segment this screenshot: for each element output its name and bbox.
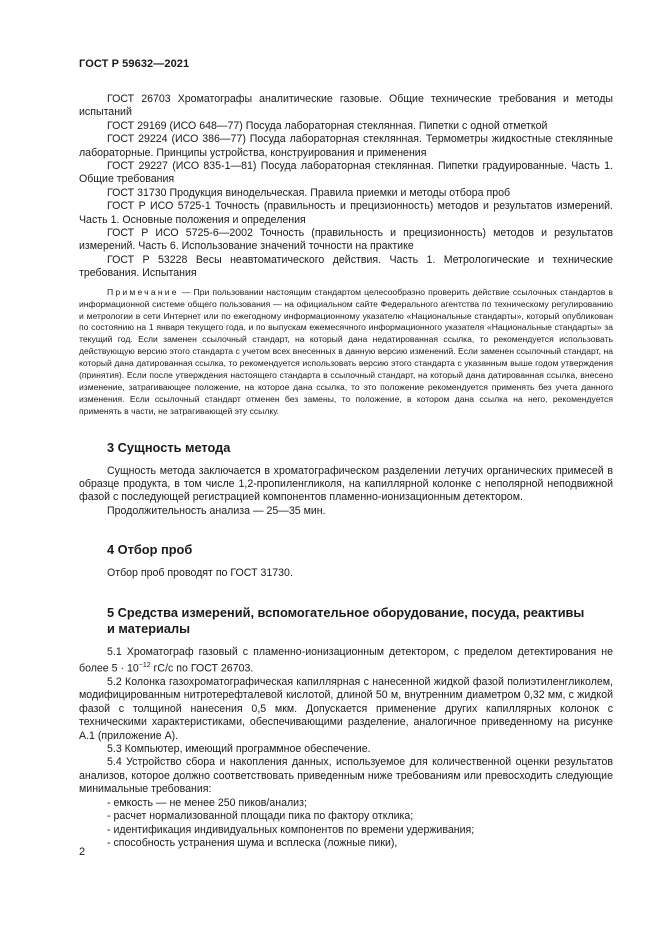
document-header: ГОСТ Р 59632—2021 xyxy=(79,58,190,70)
references-list xyxy=(79,93,613,281)
clause-5-4: 5.4 Устройство сбора и накопления данных, используемое для количественной оценки результатов анализов, которое должно соответствовать приведенным ниже требованиям или превосходить следующие минимальные требования: xyxy=(79,756,613,796)
clause-5-1-unit: гС/с по ГОСТ 26703. xyxy=(150,662,254,675)
section-3-heading: 3 Сущность метода xyxy=(107,439,231,455)
note-text: — При пользовании настоящим стандартом целесообразно проверить действие ссылочных стандартов в информационной системе общего пользования — на официальном сайте Федерального агентства по техническому регулированию и метрологии в сети Интернет или по ежегодному информационному указателю «Национальные стандарты», который опубликован по состоянию на 1 января текущего года, и по выпускам ежемесячного информационного указателя «Национальные стандарты» за текущий год. Если заменен ссылочный стандарт, на который дана недатированная ссылка, то рекомендуется использовать действующую версию этого стандарта с учетом всех внесенных в данную версию изменений. Если заменен ссылочный стандарт, на который дана датированная ссылка, то рекомендуется использовать версию этого стандарта с указанным выше годом утверждения (принятия). Если после утверждения настоящего стандарта в ссылочный стандарт, на который дана датированная ссылка, внесено изменение, затрагивающее положение, на которое дана ссылка, то это положение рекомендуется применять без учета данного изменения. Если ссылочный стандарт отменен без замены, то положение, в котором дана ссылка на него, рекомендуется применять в части, не затрагивающей эту ссылку. xyxy=(79,286,613,416)
clause-5-1 xyxy=(79,646,613,676)
note-paragraph xyxy=(79,287,613,418)
reference-item: ГОСТ Р ИСО 5725-1 Точность (правильность и прецизионность) методов и результатов измерений. Часть 1. Основные положения и определения xyxy=(79,200,613,226)
reference-item: ГОСТ 29224 (ИСО 386—77) Посуда лабораторная стеклянная. Термометры жидкостные стеклянные лабораторные. Принципы устройства, конструирования и применения xyxy=(79,133,613,159)
list-item: - способность устранения шума и всплеска (ложные пики), xyxy=(107,836,398,849)
list-item: - емкость — не менее 250 пиков/анализ; xyxy=(107,796,307,809)
note-label: Примечание xyxy=(107,286,179,297)
section-4-paragraph: Отбор проб проводят по ГОСТ 31730. xyxy=(107,567,293,580)
reference-item: ГОСТ Р ИСО 5725-6—2002 Точность (правильность и прецизионность) методов и результатов измерений. Часть 6. Использование значений точности на практике xyxy=(79,227,613,253)
document-body xyxy=(79,93,613,850)
clause-5-2: 5.2 Колонка газохроматографическая капиллярная с нанесенной жидкой фазой полиэтиленгликолем, модифицированным нитротерефталевой кислотой, длиной 50 м, внутренним диаметром 0,32 мм, с жидкой фазой с толщиной нанесения 0,5 мкм. Допускается применение других капиллярных колонок с техническими характеристиками, обеспечивающими разделение, аналогичное приведенному на рисунке А.1 (приложение А). xyxy=(79,676,613,742)
reference-item: ГОСТ 26703 Хроматографы аналитические газовые. Общие технические требования и методы испытаний xyxy=(79,93,613,119)
list-item: - расчет нормализованной площади пика по фактору отклика; xyxy=(107,810,414,823)
section-5-heading-line1: 5 Средства измерений, вспомогательное оборудование, посуда, реактивы xyxy=(107,604,585,620)
reference-item: ГОСТ 31730 Продукция винодельческая. Правила приемки и методы отбора проб xyxy=(107,186,511,199)
list-item: - идентификация индивидуальных компонентов по времени удерживания; xyxy=(107,823,475,836)
clause-5-1-exponent: −12 xyxy=(138,662,151,670)
requirements-list xyxy=(79,797,613,851)
section-5-heading-line2: и материалы xyxy=(107,620,191,636)
section-3-duration: Продолжительность анализа — 25—35 мин. xyxy=(107,504,326,517)
section-3-paragraph: Сущность метода заключается в хроматографическом разделении летучих органических примесей в образце продукта, в том числе 1,2-пропиленгликоля, на капиллярной колонке с неполярной неподвижной фазой с последующей регистрацией компонентов пламенно-ионизационным детектором. xyxy=(79,464,613,504)
reference-item: ГОСТ 29169 (ИСО 648—77) Посуда лабораторная стеклянная. Пипетки с одной отметкой xyxy=(107,119,548,132)
page-number: 2 xyxy=(79,846,86,858)
reference-item: ГОСТ 29227 (ИСО 835-1—81) Посуда лабораторная стеклянная. Пипетки градуированные. Часть 1. Общие требования xyxy=(79,160,613,186)
clause-5-3: 5.3 Компьютер, имеющий программное обеспечение. xyxy=(107,743,371,756)
section-5-heading xyxy=(79,605,613,637)
reference-item: ГОСТ Р 53228 Весы неавтоматического действия. Часть 1. Метрологические и технические требования. Испытания xyxy=(79,253,613,280)
section-4-heading: 4 Отбор проб xyxy=(107,542,193,558)
clause-5-1-text: 5.1 Хроматограф газовый с пламенно-ионизационным детектором, с пределом детектирования не более 5 · 10 xyxy=(79,645,613,675)
